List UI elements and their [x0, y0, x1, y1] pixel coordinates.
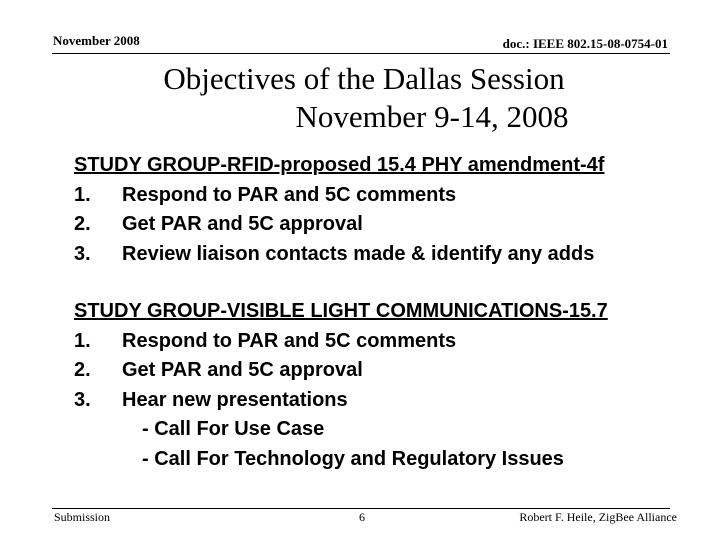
item-text: Get PAR and 5C approval [122, 213, 363, 235]
item-number: 2. [74, 213, 91, 235]
footer-rule [52, 508, 670, 509]
section-vlc [74, 297, 608, 474]
item-number: 3. [74, 388, 91, 411]
item-text: Hear new presentations [122, 388, 348, 411]
slide-title [0, 60, 720, 136]
section-heading: STUDY GROUP-VISIBLE LIGHT COMMUNICATIONS-15.7 [74, 300, 608, 322]
item-number: 1. [74, 183, 91, 206]
item-number: 3. [74, 242, 91, 265]
list-item [74, 386, 608, 416]
item-text: Review liaison contacts made & identify any adds [122, 242, 595, 265]
header-rule [52, 53, 670, 54]
item-text: Get PAR and 5C approval [122, 359, 363, 381]
sub-item: - Call For Use Case [142, 418, 325, 440]
title-line-2: November 9-14, 2008 [295, 99, 569, 134]
header-date: November 2008 [53, 33, 140, 48]
footer-submission: Submission [54, 510, 111, 524]
list-item [74, 181, 604, 211]
list-item [74, 356, 608, 386]
header-doc-id: doc.: IEEE 802.15-08-0754-01 [502, 36, 668, 51]
section-heading: STUDY GROUP-RFID-proposed 15.4 PHY amendment-4f [74, 154, 605, 176]
item-number: 1. [74, 329, 91, 352]
footer-author: Robert F. Heile, ZigBee Alliance [519, 510, 677, 524]
item-number: 2. [74, 359, 91, 381]
list-item [74, 210, 604, 240]
footer-page-number: 6 [359, 510, 365, 524]
item-text: Respond to PAR and 5C comments [122, 329, 457, 352]
title-line-1: Objectives of the Dallas Session [163, 61, 565, 96]
section-rfid [74, 151, 604, 269]
list-item [74, 240, 604, 270]
item-text: Respond to PAR and 5C comments [122, 183, 457, 206]
sub-item: - Call For Technology and Regulatory Issues [142, 447, 564, 470]
list-item [74, 327, 608, 357]
